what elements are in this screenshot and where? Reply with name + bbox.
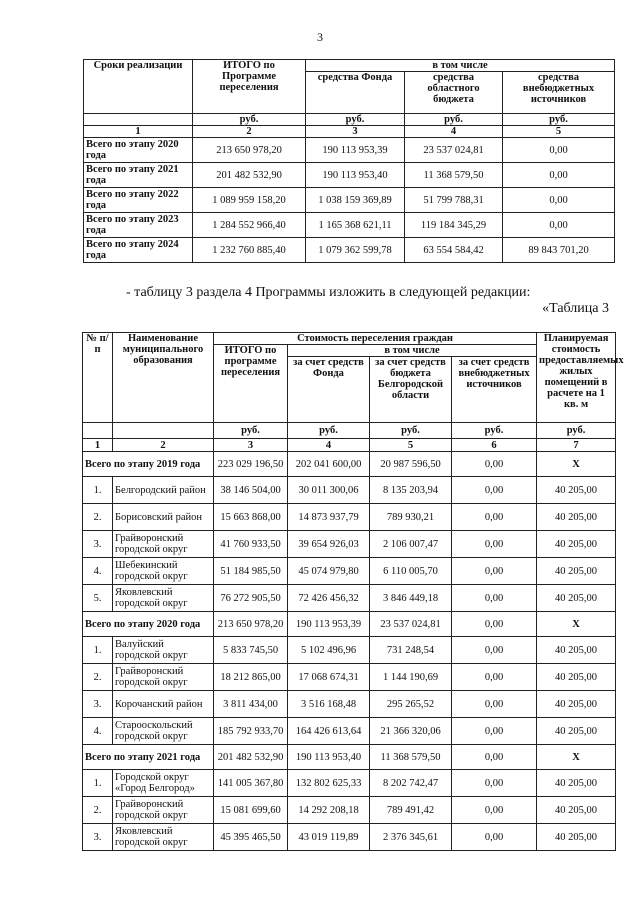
fund-cell: 164 426 613,64	[288, 718, 370, 745]
municipality-name: Яковлевский городской округ	[113, 824, 214, 851]
planned-cell: Х	[537, 452, 616, 477]
fund-cell: 1 079 362 599,78	[306, 238, 405, 263]
regional-cell: 1 144 190,69	[370, 664, 452, 691]
planned-cell: 40 205,00	[537, 531, 616, 558]
fund-cell: 17 068 674,31	[288, 664, 370, 691]
extra-cell: 0,00	[452, 477, 537, 504]
regional-cell: 3 846 449,18	[370, 585, 452, 612]
total-cell: 1 284 552 966,40	[193, 213, 306, 238]
planned-cell: 40 205,00	[537, 477, 616, 504]
municipality-name: Старооскольский городской округ	[113, 718, 214, 745]
header-name: Наименование муниципального образования	[113, 333, 214, 423]
total-cell: 5 833 745,50	[214, 637, 288, 664]
column-number: 1	[84, 126, 193, 138]
regional-cell: 51 799 788,31	[405, 188, 503, 213]
extra-cell: 0,00	[452, 797, 537, 824]
extra-cell: 0,00	[452, 612, 537, 637]
row-label: Всего по этапу 2022 года	[84, 188, 193, 213]
unit-cell: руб.	[537, 423, 616, 439]
row-label: Всего по этапу 2021 года	[84, 163, 193, 188]
table-row	[84, 163, 615, 188]
regional-cell: 789 491,42	[370, 797, 452, 824]
total-cell: 213 650 978,20	[214, 612, 288, 637]
regional-cell: 295 265,52	[370, 691, 452, 718]
column-number: 2	[193, 126, 306, 138]
regional-cell: 119 184 345,29	[405, 213, 503, 238]
fund-cell: 190 113 953,40	[288, 745, 370, 770]
column-number: 4	[405, 126, 503, 138]
total-cell: 1 232 760 885,40	[193, 238, 306, 263]
unit-cell: руб.	[405, 114, 503, 126]
header-planned: Планируемая стоимость предоставляемых жилых помещений в расчете на 1 кв. м	[537, 333, 616, 423]
regional-cell: 2 376 345,61	[370, 824, 452, 851]
total-cell: 201 482 532,90	[214, 745, 288, 770]
header-regional: средства областного бюджета	[405, 72, 503, 114]
municipality-name: Валуйский городской округ	[113, 637, 214, 664]
regional-cell: 11 368 579,50	[370, 745, 452, 770]
fund-cell: 1 165 368 621,11	[306, 213, 405, 238]
fund-cell: 30 011 300,06	[288, 477, 370, 504]
regional-cell: 11 368 579,50	[405, 163, 503, 188]
total-cell: 51 184 985,50	[214, 558, 288, 585]
unit-cell: руб.	[288, 423, 370, 439]
fund-cell: 1 038 159 369,89	[306, 188, 405, 213]
fund-cell: 190 113 953,40	[306, 163, 405, 188]
header-extra: за счет средств внебюджетных источников	[452, 357, 537, 423]
instruction-text: - таблицу 3 раздела 4 Программы изложить в следующей редакции:	[126, 285, 531, 300]
column-number: 7	[537, 439, 616, 452]
unit-cell: руб.	[452, 423, 537, 439]
planned-cell: 40 205,00	[537, 770, 616, 797]
regional-cell: 23 537 024,81	[405, 138, 503, 163]
table-row	[83, 504, 616, 531]
extra-cell: 0,00	[452, 691, 537, 718]
fund-cell: 190 113 953,39	[288, 612, 370, 637]
row-number: 3.	[83, 531, 113, 558]
extra-cell: 0,00	[452, 718, 537, 745]
table-row	[83, 531, 616, 558]
unit-cell: руб.	[214, 423, 288, 439]
total-cell: 15 663 868,00	[214, 504, 288, 531]
header-including: в том числе	[288, 345, 537, 357]
regional-cell: 8 202 742,47	[370, 770, 452, 797]
fund-cell: 202 041 600,00	[288, 452, 370, 477]
column-number: 3	[306, 126, 405, 138]
fund-cell: 39 654 926,03	[288, 531, 370, 558]
planned-cell: 40 205,00	[537, 718, 616, 745]
extra-cell: 0,00	[452, 585, 537, 612]
stage-label: Всего по этапу 2021 года	[83, 745, 214, 770]
extra-cell: 0,00	[452, 745, 537, 770]
municipality-name: Борисовский район	[113, 504, 214, 531]
municipality-name: Грайворонский городской округ	[113, 664, 214, 691]
regional-cell: 2 106 007,47	[370, 531, 452, 558]
unit-cell: руб.	[193, 114, 306, 126]
header-extra: средства внебюджетных источников	[503, 72, 615, 114]
row-label: Всего по этапу 2024 года	[84, 238, 193, 263]
municipality-name: Городской округ «Город Белгород»	[113, 770, 214, 797]
row-number: 4.	[83, 718, 113, 745]
total-cell: 18 212 865,00	[214, 664, 288, 691]
regional-cell: 63 554 584,42	[405, 238, 503, 263]
total-cell: 185 792 933,70	[214, 718, 288, 745]
unit-cell: руб.	[370, 423, 452, 439]
municipality-name: Грайворонский городской округ	[113, 531, 214, 558]
total-cell: 41 760 933,50	[214, 531, 288, 558]
header-including: в том числе	[306, 60, 615, 72]
municipality-name: Грайворонский городской округ	[113, 797, 214, 824]
regional-cell: 23 537 024,81	[370, 612, 452, 637]
total-cell: 223 029 196,50	[214, 452, 288, 477]
column-number: 1	[83, 439, 113, 452]
municipality-name: Яковлевский городской округ	[113, 585, 214, 612]
table-row	[84, 238, 615, 263]
row-label: Всего по этапу 2023 года	[84, 213, 193, 238]
table-row	[84, 213, 615, 238]
extra-cell: 0,00	[503, 163, 615, 188]
planned-cell: 40 205,00	[537, 824, 616, 851]
extra-cell: 0,00	[503, 138, 615, 163]
extra-cell: 0,00	[452, 637, 537, 664]
unit-cell: руб.	[503, 114, 615, 126]
table-row	[84, 188, 615, 213]
stage-total-row	[83, 745, 616, 770]
header-total: ИТОГО по Программе переселения	[193, 60, 306, 114]
table-row	[83, 585, 616, 612]
fund-cell: 45 074 979,80	[288, 558, 370, 585]
extra-cell: 0,00	[452, 770, 537, 797]
stage-total-row	[83, 452, 616, 477]
planned-cell: 40 205,00	[537, 504, 616, 531]
total-cell: 45 395 465,50	[214, 824, 288, 851]
planned-cell: 40 205,00	[537, 664, 616, 691]
fund-cell: 14 292 208,18	[288, 797, 370, 824]
header-fund: средства Фонда	[306, 72, 405, 114]
row-number: 1.	[83, 637, 113, 664]
table-row	[83, 477, 616, 504]
stage-label: Всего по этапу 2020 года	[83, 612, 214, 637]
planned-cell: 40 205,00	[537, 691, 616, 718]
column-number: 5	[503, 126, 615, 138]
total-cell: 201 482 532,90	[193, 163, 306, 188]
header-regional: за счет средств бюджета Белгородской области	[370, 357, 452, 423]
header-total: ИТОГО по программе переселения	[214, 345, 288, 423]
row-number: 1.	[83, 477, 113, 504]
header-deadlines: Сроки реализации	[84, 60, 193, 114]
fund-cell: 5 102 496,96	[288, 637, 370, 664]
fund-cell: 132 802 625,33	[288, 770, 370, 797]
row-number: 2.	[83, 797, 113, 824]
table-row	[84, 138, 615, 163]
extra-cell: 0,00	[452, 664, 537, 691]
total-cell: 3 811 434,00	[214, 691, 288, 718]
total-cell: 15 081 699,60	[214, 797, 288, 824]
row-number: 5.	[83, 585, 113, 612]
regional-cell: 8 135 203,94	[370, 477, 452, 504]
extra-cell: 0,00	[452, 531, 537, 558]
planned-cell: 40 205,00	[537, 637, 616, 664]
planned-cell: 40 205,00	[537, 797, 616, 824]
extra-cell: 0,00	[503, 213, 615, 238]
fund-cell: 14 873 937,79	[288, 504, 370, 531]
municipality-name: Корочанский район	[113, 691, 214, 718]
table-row	[83, 770, 616, 797]
regional-cell: 6 110 005,70	[370, 558, 452, 585]
total-cell: 76 272 905,50	[214, 585, 288, 612]
extra-cell: 89 843 701,20	[503, 238, 615, 263]
row-number: 3.	[83, 824, 113, 851]
row-number: 2.	[83, 504, 113, 531]
fund-cell: 43 019 119,89	[288, 824, 370, 851]
stage-label: Всего по этапу 2019 года	[83, 452, 214, 477]
fund-cell: 190 113 953,39	[306, 138, 405, 163]
stage-total-row	[83, 612, 616, 637]
table-row	[83, 558, 616, 585]
extra-cell: 0,00	[452, 824, 537, 851]
row-number: 3.	[83, 691, 113, 718]
regional-cell: 789 930,21	[370, 504, 452, 531]
header-fund: за счет средств Фонда	[288, 357, 370, 423]
resettlement-cost-table	[82, 332, 624, 851]
row-number: 2.	[83, 664, 113, 691]
row-number: 1.	[83, 770, 113, 797]
planned-cell: Х	[537, 745, 616, 770]
table-row	[83, 691, 616, 718]
extra-cell: 0,00	[452, 504, 537, 531]
header-cost: Стоимость переселения граждан	[214, 333, 537, 345]
table-row	[83, 824, 616, 851]
total-cell: 38 146 504,00	[214, 477, 288, 504]
municipality-name: Белгородский район	[113, 477, 214, 504]
funding-table	[83, 59, 615, 263]
unit-cell: руб.	[306, 114, 405, 126]
extra-cell: 0,00	[452, 452, 537, 477]
row-label: Всего по этапу 2020 года	[84, 138, 193, 163]
fund-cell: 72 426 456,32	[288, 585, 370, 612]
column-number: 6	[452, 439, 537, 452]
page-number: 3	[317, 30, 323, 44]
extra-cell: 0,00	[452, 558, 537, 585]
table-row	[83, 718, 616, 745]
row-number: 4.	[83, 558, 113, 585]
total-cell: 141 005 367,80	[214, 770, 288, 797]
table-row	[83, 637, 616, 664]
table-label: «Таблица 3	[542, 301, 609, 316]
planned-cell: Х	[537, 612, 616, 637]
column-number: 3	[214, 439, 288, 452]
total-cell: 1 089 959 158,20	[193, 188, 306, 213]
column-number: 4	[288, 439, 370, 452]
regional-cell: 20 987 596,50	[370, 452, 452, 477]
extra-cell: 0,00	[503, 188, 615, 213]
regional-cell: 731 248,54	[370, 637, 452, 664]
table-row	[83, 664, 616, 691]
table-row	[83, 797, 616, 824]
regional-cell: 21 366 320,06	[370, 718, 452, 745]
planned-cell: 40 205,00	[537, 558, 616, 585]
planned-cell: 40 205,00	[537, 585, 616, 612]
header-num: № п/п	[83, 333, 113, 423]
municipality-name: Шебекинский городской округ	[113, 558, 214, 585]
fund-cell: 3 516 168,48	[288, 691, 370, 718]
column-number: 2	[113, 439, 214, 452]
column-number: 5	[370, 439, 452, 452]
total-cell: 213 650 978,20	[193, 138, 306, 163]
